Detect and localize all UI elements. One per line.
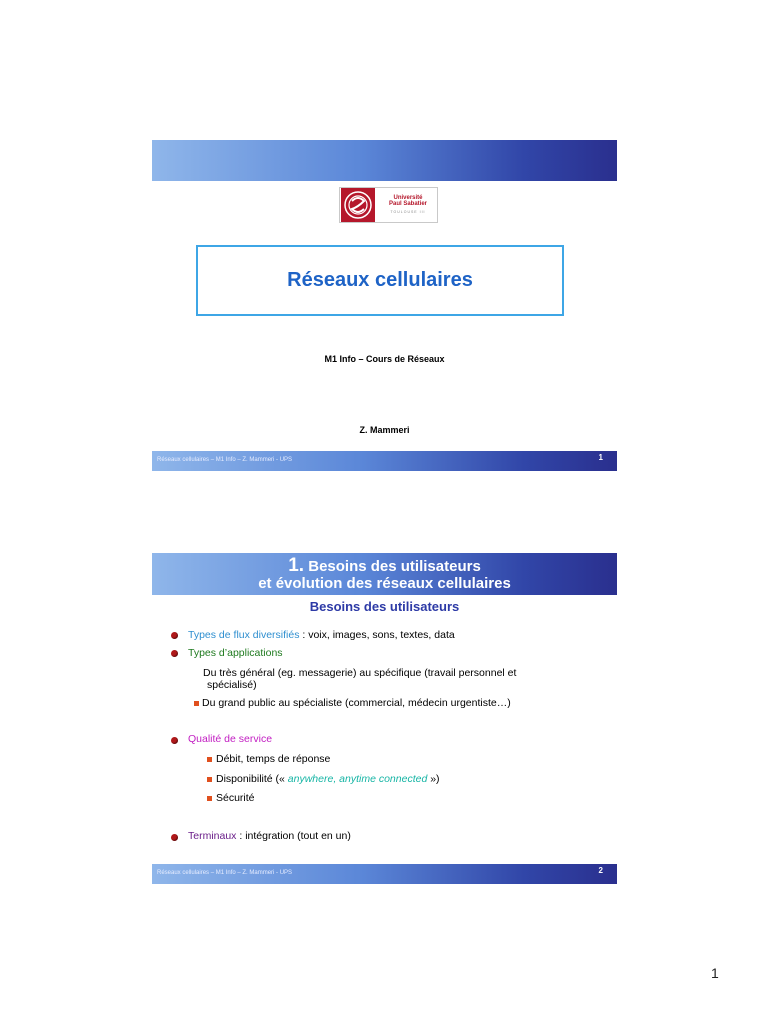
sub-item-general-cont: spécialisé) <box>207 679 257 691</box>
bullet-icon <box>171 650 178 657</box>
sub-item-disponibilite <box>216 773 440 785</box>
slide-header-bar <box>152 140 617 181</box>
course-name: M1 Info – Cours de Réseaux <box>324 354 445 364</box>
footer-text: Réseaux cellulaires – M1 Info – Z. Mammeri - UPS <box>157 457 293 463</box>
bullet-icon <box>171 834 178 841</box>
slide-title: Réseaux cellulaires <box>287 269 473 291</box>
item-text: : intégration (tout en un) <box>236 830 351 842</box>
sub-item-general: Du très général (eg. messagerie) au spécifique (travail personnel et <box>203 667 517 679</box>
slide-number: 2 <box>598 866 603 875</box>
logo-line-3: TOULOUSE III <box>390 210 426 215</box>
list-item-qos: Qualité de service <box>188 733 273 745</box>
bullet-icon <box>171 737 178 744</box>
header-title-1: Besoins des utilisateurs <box>304 558 481 575</box>
logo-text <box>375 195 437 215</box>
header-line-1 <box>152 556 617 575</box>
dispo-prefix: Disponibilité (« <box>216 773 288 785</box>
bullet-icon <box>171 632 178 639</box>
slide-subtitle: Besoins des utilisateurs <box>309 599 460 614</box>
university-seal-icon <box>341 188 375 222</box>
slide-footer <box>152 451 617 471</box>
item-text: : voix, images, sons, textes, data <box>299 629 455 641</box>
slide-2 <box>152 553 617 884</box>
slide-header-bar <box>152 553 617 595</box>
author-name: Z. Mammeri <box>359 425 410 435</box>
slide-footer <box>152 864 617 884</box>
list-item-applications: Types d’applications <box>188 647 283 659</box>
list-item-flux <box>188 629 455 641</box>
list-item-terminaux <box>188 830 351 842</box>
section-number: 1. <box>288 555 305 576</box>
item-label: Types de flux diversifiés <box>188 629 300 641</box>
square-bullet-icon <box>207 796 212 801</box>
footer-text: Réseaux cellulaires – M1 Info – Z. Mammeri - UPS <box>157 870 293 876</box>
logo-line-2: Paul Sabatier <box>388 201 427 208</box>
sub-item-securite: Sécurité <box>216 792 255 804</box>
square-bullet-icon <box>207 777 212 782</box>
logo-line-1: Université <box>393 195 423 202</box>
item-label: Terminaux <box>188 830 237 842</box>
sub-item-public: Du grand public au spécialiste (commercial, médecin urgentiste…) <box>202 697 511 709</box>
square-bullet-icon <box>194 701 199 706</box>
square-bullet-icon <box>207 757 212 762</box>
slide-number: 1 <box>598 453 603 462</box>
header-title-2: et évolution des réseaux cellulaires <box>258 575 511 592</box>
university-logo <box>339 187 438 223</box>
dispo-suffix: ») <box>427 773 440 785</box>
document-page-number: 1 <box>711 965 719 981</box>
slide-1 <box>152 140 617 471</box>
title-box <box>196 245 564 316</box>
dispo-emphasis: anywhere, anytime connected <box>287 773 428 785</box>
sub-item-debit: Débit, temps de réponse <box>216 753 331 765</box>
